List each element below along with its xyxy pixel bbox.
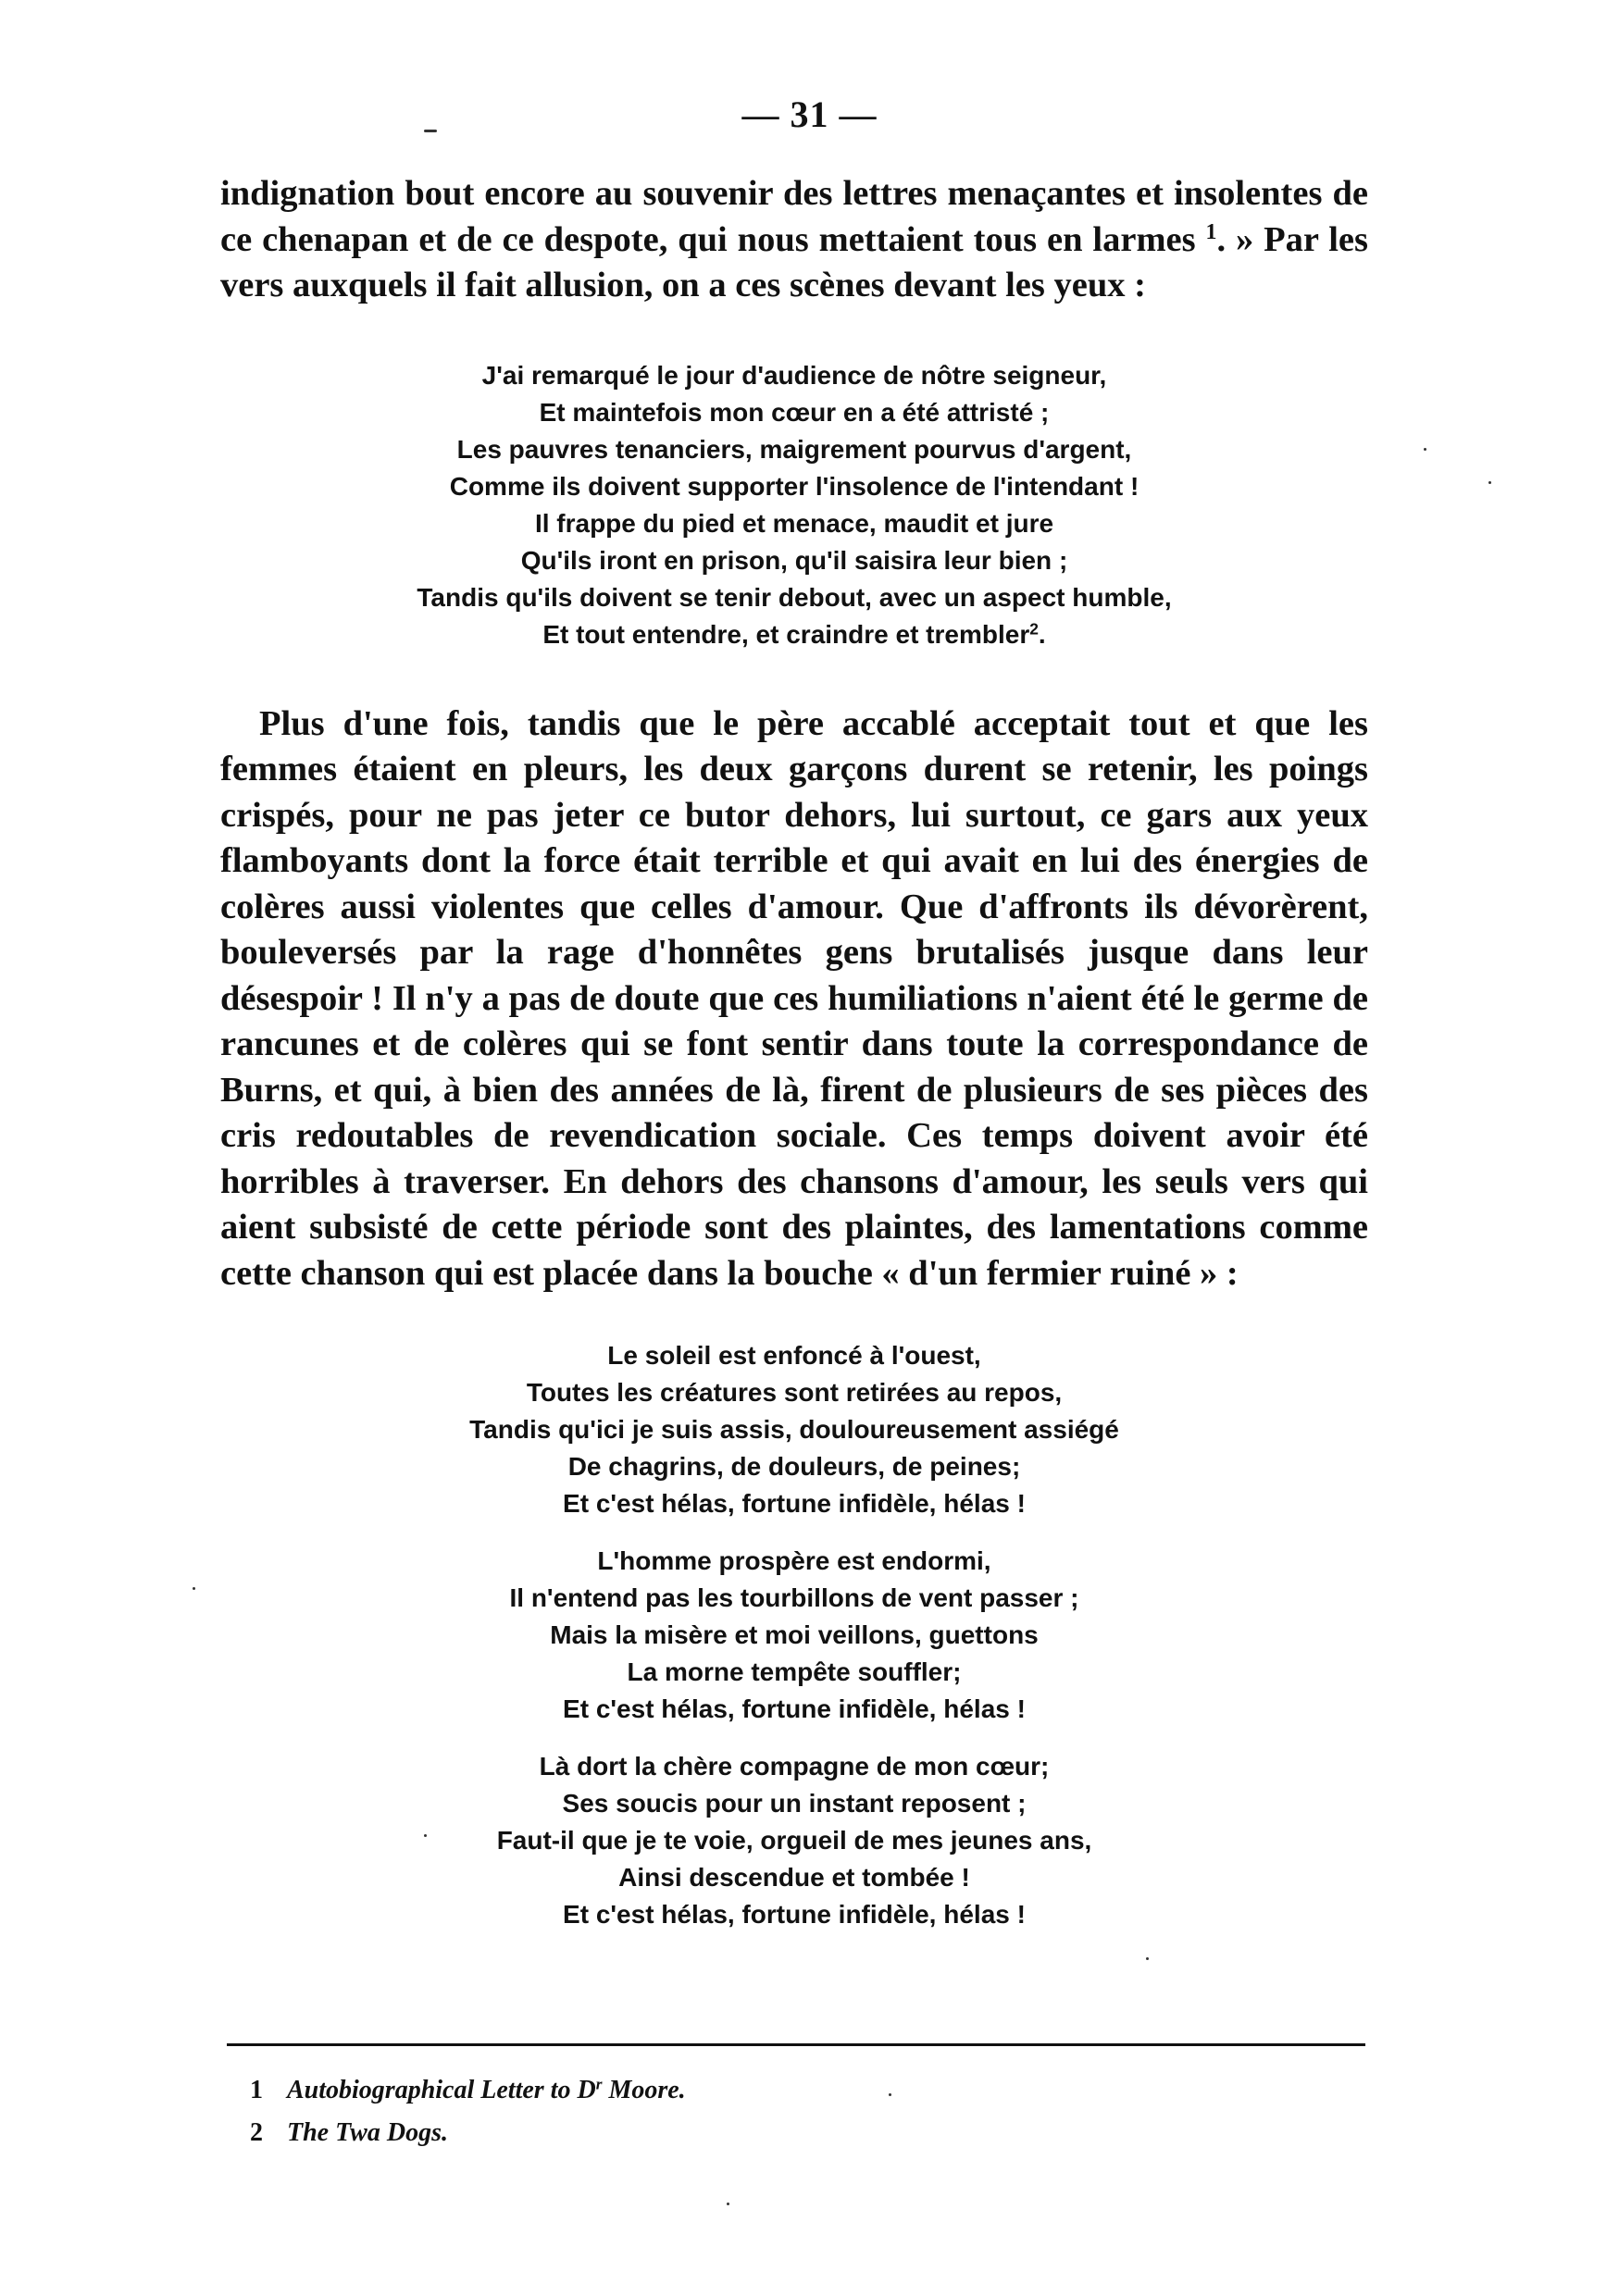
footnote-text-before: The Twa Dogs. [287, 2118, 448, 2147]
verse-line: Tandis qu'ils doivent se tenir debout, avec un aspect humble, [417, 582, 1172, 612]
verse-line: Ses soucis pour un instant reposent ; [562, 1789, 1027, 1818]
verse-line-last [220, 616, 1368, 653]
verse-line: Là dort la chère compagne de mon cœur; [539, 1752, 1050, 1781]
scan-speck [889, 2093, 891, 2096]
footnote-number: 1 [250, 2076, 263, 2104]
paragraph-2: Plus d'une fois, tandis que le père accablé acceptait tout et que les femmes étaient en pleurs, les deux garçons durent se retenir, les poings crispés, pour ne pas jeter ce butor dehors, lui surtout, ce gars aux yeux flamboyants dont la force était terrible et qui avait en lui des énergies de colères aussi violentes que celles d'amour. Que d'affronts ils dévorèrent, bouleversés par la rage d'honnêtes gens brutalisés jusque dans leur désespoir ! Il n'y a pas de doute que ces humiliations n'aient été le germe de rancunes et de colères qui se font sentir dans toute la correspondance de Burns, et qui, à bien des années de là, firent de plusieurs de ses pièces des cris redoutables de revendication sociale. Ces temps doivent avoir été horribles à traverser. En dehors des chansons d'amour, les seuls vers qui aient subsisté de cette période sont des plaintes, des lamentations comme cette chanson qui est placée dans la bouche « d'un fermier ruiné » : [220, 703, 1368, 1293]
verse-line: La morne tempête souffler; [627, 1657, 962, 1686]
footnote-number: 2 [250, 2118, 263, 2147]
verse-line: Faut-il que je te voie, orgueil de mes jeunes ans, [496, 1826, 1092, 1855]
verse-line: Les pauvres tenanciers, maigrement pourvus d'argent, [456, 434, 1132, 464]
footnote [250, 2069, 686, 2112]
note-ref-2: 2 [1029, 618, 1039, 638]
verse-line: Il n'entend pas les tourbillons de vent passer ; [509, 1583, 1079, 1612]
verse-line: Comme ils doivent supporter l'insolence de l'intendant ! [449, 471, 1140, 501]
scan-speck [1146, 1957, 1149, 1960]
paragraph-continued [220, 171, 1368, 309]
stanza [220, 1748, 1368, 1933]
footnote-text-before: Autobiographical Letter to D [287, 2076, 596, 2104]
verse-line: Ainsi descendue et tombée ! [618, 1863, 970, 1892]
scan-speck [1424, 448, 1426, 451]
verse-line: De chagrins, de douleurs, de peines; [567, 1452, 1021, 1481]
verse-line: Et c'est hélas, fortune infidèle, hélas ! [563, 1489, 1026, 1518]
stanza [220, 1337, 1368, 1522]
verse-line: L'homme prospère est endormi, [597, 1546, 991, 1575]
verse-line: Et maintefois mon cœur en a été attristé ; [539, 397, 1050, 427]
verse-line-last-end: . [1038, 619, 1046, 649]
footnote-text [287, 2118, 448, 2147]
verse-line: J'ai remarqué le jour d'audience de nôtre seigneur, [481, 360, 1107, 390]
verse-line: Mais la misère et moi veillons, guettons [550, 1620, 1039, 1649]
verse-quotation-twa-dogs [220, 357, 1368, 653]
page-body [220, 171, 1368, 1933]
paragraph-1-text-after: . » Par les vers auxquels il fait allusion, on a ces scènes devant les yeux : [220, 219, 1368, 304]
verse-line: Et c'est hélas, fortune infidèle, hélas ! [563, 1900, 1026, 1929]
page-number: — 31 — [741, 93, 878, 135]
scan-speck [424, 1834, 427, 1837]
verse-line: Le soleil est enfoncé à l'ouest, [607, 1341, 981, 1370]
footnote-superscript: r [595, 2075, 603, 2093]
footnote-separator [227, 2043, 1365, 2046]
verse-line: Et c'est hélas, fortune infidèle, hélas ! [563, 1694, 1026, 1723]
scan-speck [424, 130, 437, 132]
verse-line: Il frappe du pied et menace, maudit et jure [534, 508, 1054, 538]
paragraph-1-text: indignation bout encore au souvenir des lettres menaçantes et insolentes de ce chenapan et de ce despote, qui nous mettaient tous en larmes [220, 174, 1368, 259]
footnote-text-after: Moore. [602, 2076, 686, 2104]
stanza [220, 1543, 1368, 1728]
footnote-text [287, 2076, 686, 2104]
footnote [250, 2112, 686, 2154]
note-ref-1: 1 [1205, 219, 1217, 244]
verse-quotation-ruined-farmer [220, 1337, 1368, 1933]
scan-speck [193, 1587, 195, 1590]
verse-line: Toutes les créatures sont retirées au repos, [526, 1378, 1063, 1407]
scan-speck [1488, 481, 1491, 484]
footnotes [250, 2069, 686, 2154]
verse-line: Tandis qu'ici je suis assis, douloureusement assiégé [469, 1415, 1119, 1444]
verse-line-last-text: Et tout entendre, et craindre et trembler [542, 619, 1030, 649]
scan-speck [727, 2203, 729, 2205]
verse-line: Qu'ils iront en prison, qu'il saisira leur bien ; [520, 545, 1068, 575]
